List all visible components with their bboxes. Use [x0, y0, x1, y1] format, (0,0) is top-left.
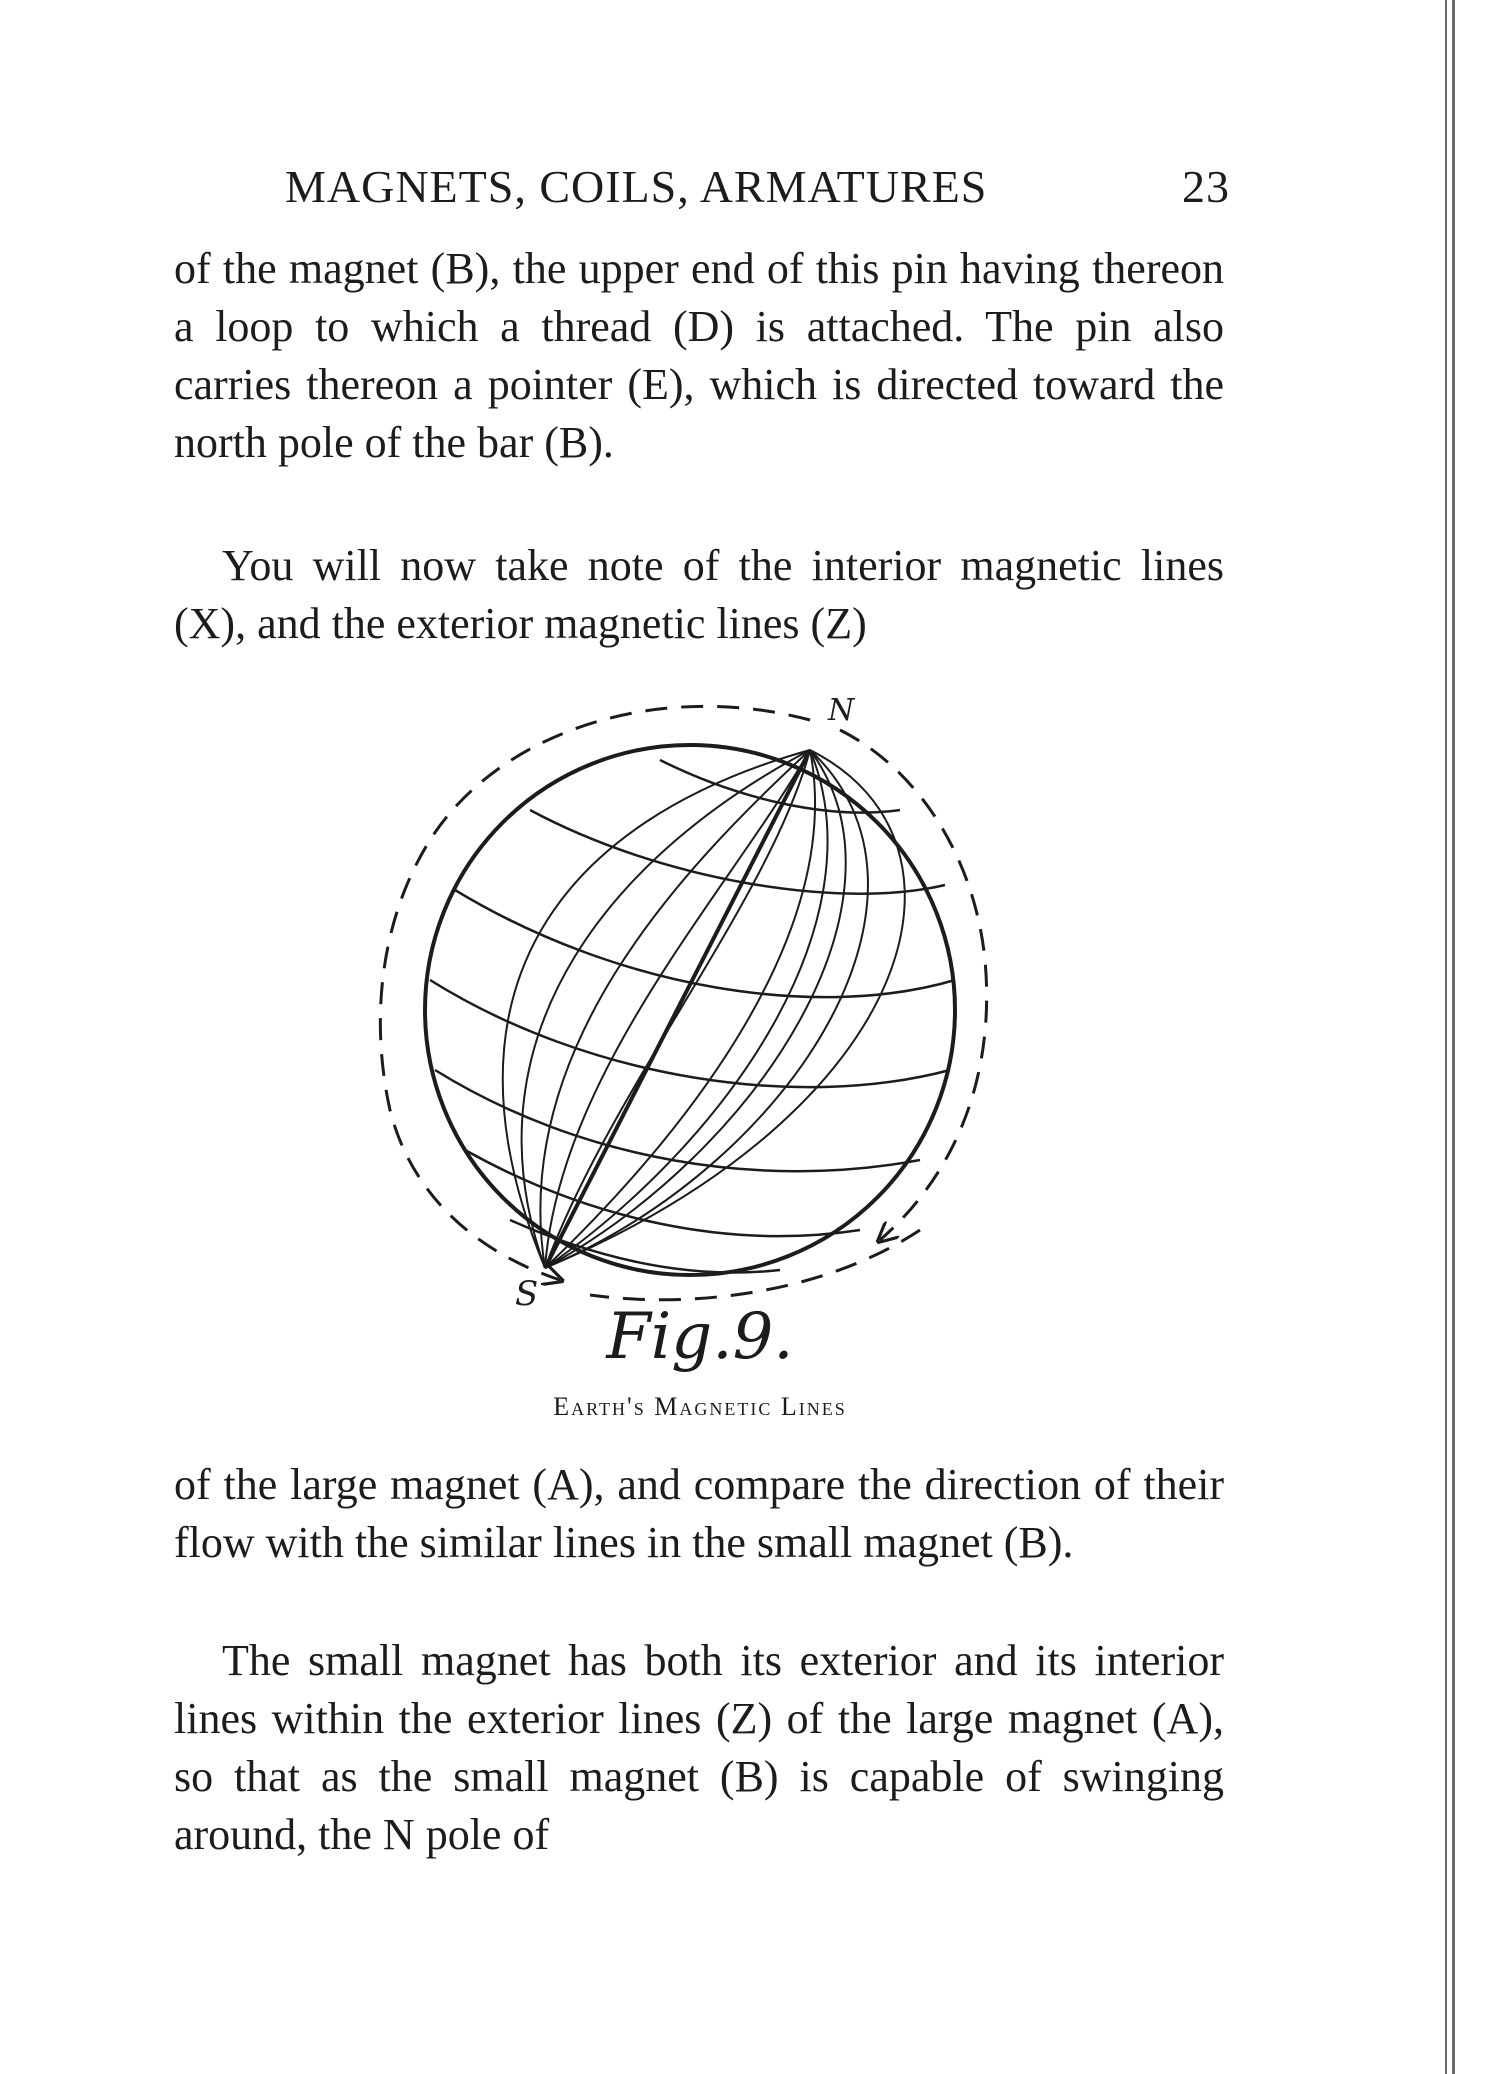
running-header [285, 160, 1230, 220]
paragraph-2: You will now take note of the interior magnetic lines (X), and the exterior magnetic lines (Z) [174, 541, 1224, 648]
page-edge [1445, 0, 1455, 2074]
running-title: MAGNETS, COILS, ARMATURES [285, 161, 988, 212]
figure-label: Fig.9. [606, 1300, 794, 1374]
globe [425, 745, 955, 1275]
figure-caption: Earth's Magnetic Lines [553, 1392, 847, 1421]
globe-illustration [360, 690, 1040, 1310]
paragraph-4: The small magnet has both its exterior and its interior lines within the exterior lines (Z) of the large magnet (A), so that as the small magnet (B) is capable of swinging around, the N pole of [174, 1636, 1224, 1859]
south-pole-label: S [515, 1274, 539, 1310]
page-number: 23 [1182, 161, 1230, 212]
north-pole-label: N [828, 693, 855, 728]
paragraph-1: of the magnet (B), the upper end of this pin having thereon a loop to which a thread (D) is attached. The pin also carries thereon a pointer (E), which is directed toward the north pole of the bar (B). [174, 244, 1224, 467]
paragraph-3: of the large magnet (A), and compare the direction of their flow with the similar lines in the small magnet (B). [174, 1460, 1224, 1567]
